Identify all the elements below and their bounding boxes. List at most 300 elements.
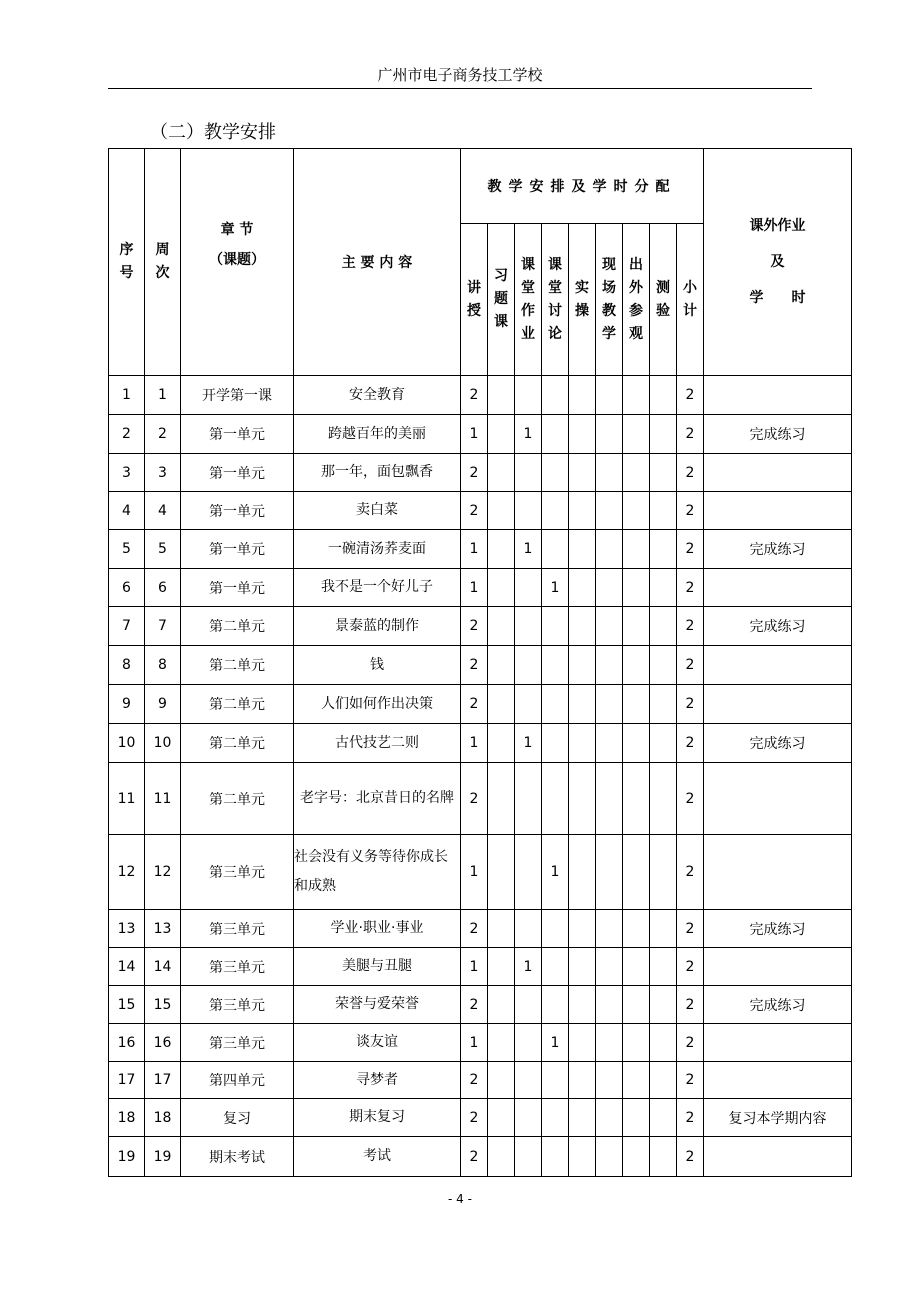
cell-content [294, 1062, 461, 1099]
content-text: 期末复习 [349, 1109, 405, 1125]
header-content: 主 要 内 容 [294, 149, 461, 376]
cell-subtotal: 2 [677, 646, 704, 685]
cell-visit [623, 1062, 650, 1099]
cell-exercise [488, 1062, 515, 1099]
content-text: 考试 [363, 1148, 391, 1164]
cell-classwork: 1 [515, 530, 542, 569]
cell-content [294, 415, 461, 454]
content-text: 古代技艺二则 [335, 734, 419, 751]
cell-lecture: 1 [461, 1024, 488, 1062]
cell-content [294, 986, 461, 1024]
content-text: 荣誉与爱荣誉 [335, 996, 419, 1012]
cell-week: 11 [145, 763, 181, 835]
cell-test [650, 492, 677, 530]
cell-seq: 14 [109, 948, 145, 986]
cell-test [650, 1062, 677, 1099]
header-subtotal: 小计 [677, 224, 704, 376]
content-text: 我不是一个好儿子 [321, 579, 433, 595]
cell-week: 16 [145, 1024, 181, 1062]
cell-field [596, 685, 623, 724]
cell-practice [569, 569, 596, 607]
cell-practice [569, 763, 596, 835]
cell-seq: 1 [109, 376, 145, 415]
cell-chapter: 第一单元 [181, 569, 294, 607]
content-text: 一碗清汤荞麦面 [328, 540, 426, 557]
cell-test [650, 1137, 677, 1177]
cell-lecture: 1 [461, 415, 488, 454]
cell-practice [569, 415, 596, 454]
table-row [109, 454, 852, 492]
cell-discussion [542, 910, 569, 948]
cell-practice [569, 607, 596, 646]
cell-subtotal: 2 [677, 986, 704, 1024]
content-text: 安全教育 [349, 386, 405, 403]
cell-subtotal: 2 [677, 685, 704, 724]
cell-seq: 4 [109, 492, 145, 530]
cell-field [596, 415, 623, 454]
table-row [109, 607, 852, 646]
header-rule [108, 88, 812, 89]
cell-seq: 13 [109, 910, 145, 948]
cell-field [596, 454, 623, 492]
cell-field [596, 607, 623, 646]
cell-week: 13 [145, 910, 181, 948]
section-title: （二）教学安排 [150, 122, 276, 143]
cell-content [294, 724, 461, 763]
cell-visit [623, 724, 650, 763]
cell-test [650, 454, 677, 492]
cell-classwork [515, 454, 542, 492]
cell-seq: 3 [109, 454, 145, 492]
cell-homework: 完成练习 [704, 724, 852, 763]
cell-discussion [542, 646, 569, 685]
cell-practice [569, 724, 596, 763]
page-number: - 4 - [448, 1192, 472, 1206]
cell-practice [569, 910, 596, 948]
cell-classwork [515, 646, 542, 685]
cell-lecture: 1 [461, 530, 488, 569]
cell-test [650, 763, 677, 835]
cell-chapter: 第二单元 [181, 607, 294, 646]
table-row [109, 1099, 852, 1137]
cell-content [294, 1137, 461, 1177]
table-row [109, 492, 852, 530]
cell-field [596, 376, 623, 415]
cell-chapter: 第四单元 [181, 1062, 294, 1099]
cell-content [294, 530, 461, 569]
cell-exercise [488, 724, 515, 763]
cell-week: 2 [145, 415, 181, 454]
content-text: 跨越百年的美丽 [328, 425, 426, 442]
content-text: 人们如何作出决策 [321, 695, 433, 712]
cell-field [596, 1062, 623, 1099]
cell-homework: 完成练习 [704, 607, 852, 646]
cell-lecture: 2 [461, 986, 488, 1024]
cell-content [294, 685, 461, 724]
header-homework: 课外作业 及 学 时 [704, 149, 852, 376]
cell-lecture: 2 [461, 492, 488, 530]
table-row [109, 986, 852, 1024]
cell-practice [569, 1062, 596, 1099]
cell-chapter: 第三单元 [181, 948, 294, 986]
cell-visit [623, 1137, 650, 1177]
cell-visit [623, 1099, 650, 1137]
cell-test [650, 415, 677, 454]
table-row [109, 763, 852, 835]
cell-subtotal: 2 [677, 530, 704, 569]
cell-lecture: 2 [461, 454, 488, 492]
cell-seq: 15 [109, 986, 145, 1024]
table-row [109, 569, 852, 607]
cell-week: 18 [145, 1099, 181, 1137]
cell-practice [569, 835, 596, 910]
cell-test [650, 910, 677, 948]
cell-field [596, 724, 623, 763]
cell-lecture: 2 [461, 1137, 488, 1177]
cell-subtotal: 2 [677, 948, 704, 986]
cell-content [294, 607, 461, 646]
cell-discussion: 1 [542, 835, 569, 910]
cell-lecture: 2 [461, 376, 488, 415]
table-row [109, 530, 852, 569]
cell-subtotal: 2 [677, 835, 704, 910]
cell-homework [704, 454, 852, 492]
cell-content [294, 569, 461, 607]
content-text: 老字号：北京昔日的名牌 [300, 790, 454, 806]
table-row [109, 910, 852, 948]
cell-visit [623, 492, 650, 530]
cell-seq: 17 [109, 1062, 145, 1099]
cell-discussion [542, 607, 569, 646]
cell-chapter: 期末考试 [181, 1137, 294, 1177]
cell-classwork [515, 1137, 542, 1177]
cell-seq: 2 [109, 415, 145, 454]
cell-homework [704, 569, 852, 607]
cell-content [294, 454, 461, 492]
cell-lecture: 2 [461, 607, 488, 646]
schedule-body [109, 376, 852, 1177]
cell-subtotal: 2 [677, 454, 704, 492]
cell-subtotal: 2 [677, 607, 704, 646]
cell-test [650, 948, 677, 986]
cell-exercise [488, 910, 515, 948]
cell-content [294, 646, 461, 685]
content-text: 学业·职业·事业 [330, 920, 424, 936]
cell-field [596, 1137, 623, 1177]
header-classwork: 课堂作业 [515, 224, 542, 376]
cell-seq: 18 [109, 1099, 145, 1137]
cell-exercise [488, 530, 515, 569]
header-test: 测验 [650, 224, 677, 376]
header-visit: 出外参观 [623, 224, 650, 376]
cell-week: 7 [145, 607, 181, 646]
cell-week: 14 [145, 948, 181, 986]
cell-homework [704, 1024, 852, 1062]
cell-classwork [515, 763, 542, 835]
cell-content [294, 1099, 461, 1137]
content-text: 景泰蓝的制作 [335, 617, 419, 634]
cell-discussion [542, 376, 569, 415]
cell-content [294, 1024, 461, 1062]
cell-visit [623, 763, 650, 835]
content-text: 谈友谊 [356, 1034, 398, 1050]
cell-discussion: 1 [542, 1024, 569, 1062]
cell-exercise [488, 415, 515, 454]
cell-test [650, 685, 677, 724]
cell-test [650, 835, 677, 910]
cell-test [650, 1099, 677, 1137]
cell-homework [704, 948, 852, 986]
cell-field [596, 492, 623, 530]
cell-lecture: 2 [461, 763, 488, 835]
cell-visit [623, 910, 650, 948]
cell-field [596, 835, 623, 910]
cell-week: 3 [145, 454, 181, 492]
table-row [109, 1062, 852, 1099]
cell-test [650, 646, 677, 685]
cell-chapter: 第三单元 [181, 835, 294, 910]
cell-chapter: 第一单元 [181, 530, 294, 569]
cell-exercise [488, 986, 515, 1024]
cell-discussion [542, 1137, 569, 1177]
table-row [109, 835, 852, 910]
header-field: 现场教学 [596, 224, 623, 376]
cell-content [294, 376, 461, 415]
header-exercise: 习题课 [488, 224, 515, 376]
content-text: 卖白菜 [356, 502, 398, 518]
cell-content [294, 910, 461, 948]
cell-homework [704, 1137, 852, 1177]
document-header: 广州市电子商务技工学校 [377, 66, 543, 84]
cell-week: 10 [145, 724, 181, 763]
cell-discussion [542, 1099, 569, 1137]
cell-chapter: 第一单元 [181, 492, 294, 530]
cell-lecture: 2 [461, 646, 488, 685]
cell-classwork [515, 910, 542, 948]
cell-week: 15 [145, 986, 181, 1024]
cell-chapter: 第二单元 [181, 763, 294, 835]
cell-week: 8 [145, 646, 181, 685]
cell-week: 1 [145, 376, 181, 415]
cell-lecture: 2 [461, 685, 488, 724]
table-row [109, 415, 852, 454]
cell-homework: 完成练习 [704, 415, 852, 454]
cell-test [650, 569, 677, 607]
cell-field [596, 530, 623, 569]
cell-seq: 8 [109, 646, 145, 685]
cell-week: 9 [145, 685, 181, 724]
cell-homework [704, 646, 852, 685]
cell-exercise [488, 569, 515, 607]
cell-field [596, 763, 623, 835]
cell-homework [704, 376, 852, 415]
content-text: 钱 [370, 656, 384, 673]
cell-seq: 10 [109, 724, 145, 763]
cell-week: 5 [145, 530, 181, 569]
cell-field [596, 1099, 623, 1137]
cell-homework [704, 492, 852, 530]
cell-field [596, 910, 623, 948]
cell-classwork [515, 1062, 542, 1099]
cell-visit [623, 986, 650, 1024]
cell-exercise [488, 1099, 515, 1137]
cell-practice [569, 1137, 596, 1177]
cell-seq: 5 [109, 530, 145, 569]
cell-subtotal: 2 [677, 724, 704, 763]
cell-practice [569, 492, 596, 530]
cell-chapter: 第三单元 [181, 986, 294, 1024]
cell-lecture: 1 [461, 835, 488, 910]
cell-discussion [542, 415, 569, 454]
cell-classwork [515, 607, 542, 646]
cell-practice [569, 986, 596, 1024]
cell-practice [569, 685, 596, 724]
table-row [109, 724, 852, 763]
cell-classwork: 1 [515, 948, 542, 986]
cell-subtotal: 2 [677, 569, 704, 607]
cell-field [596, 1024, 623, 1062]
cell-content [294, 948, 461, 986]
cell-discussion [542, 948, 569, 986]
header-chapter: 章 节 （课题） [181, 149, 294, 376]
cell-test [650, 1024, 677, 1062]
cell-visit [623, 569, 650, 607]
cell-classwork [515, 835, 542, 910]
cell-subtotal: 2 [677, 1099, 704, 1137]
cell-classwork [515, 1024, 542, 1062]
table-row [109, 1137, 852, 1177]
cell-homework: 完成练习 [704, 910, 852, 948]
cell-classwork [515, 1099, 542, 1137]
cell-subtotal: 2 [677, 1062, 704, 1099]
cell-subtotal: 2 [677, 376, 704, 415]
cell-exercise [488, 763, 515, 835]
cell-homework [704, 685, 852, 724]
header-seq: 序号 [109, 149, 145, 376]
cell-exercise [488, 685, 515, 724]
cell-lecture: 1 [461, 569, 488, 607]
content-text: 美腿与丑腿 [342, 958, 412, 974]
cell-seq: 16 [109, 1024, 145, 1062]
cell-discussion [542, 454, 569, 492]
cell-seq: 7 [109, 607, 145, 646]
cell-homework [704, 763, 852, 835]
cell-discussion: 1 [542, 569, 569, 607]
cell-chapter: 开学第一课 [181, 376, 294, 415]
cell-visit [623, 607, 650, 646]
cell-week: 19 [145, 1137, 181, 1177]
cell-exercise [488, 376, 515, 415]
cell-subtotal: 2 [677, 910, 704, 948]
cell-classwork [515, 986, 542, 1024]
cell-practice [569, 530, 596, 569]
cell-visit [623, 948, 650, 986]
table-row [109, 646, 852, 685]
cell-exercise [488, 607, 515, 646]
header-allocation: 教学安排及学时分配 [461, 149, 704, 224]
cell-chapter: 第二单元 [181, 685, 294, 724]
cell-exercise [488, 1024, 515, 1062]
cell-classwork [515, 492, 542, 530]
cell-subtotal: 2 [677, 415, 704, 454]
cell-field [596, 948, 623, 986]
header-discussion: 课堂讨论 [542, 224, 569, 376]
cell-classwork [515, 376, 542, 415]
content-text: 那一年，面包飘香 [321, 464, 433, 480]
cell-week: 12 [145, 835, 181, 910]
cell-chapter: 第二单元 [181, 646, 294, 685]
cell-test [650, 376, 677, 415]
cell-visit [623, 1024, 650, 1062]
cell-field [596, 569, 623, 607]
content-text: 社会没有义务等待你成长和成熟 [294, 849, 448, 894]
cell-seq: 12 [109, 835, 145, 910]
cell-subtotal: 2 [677, 1024, 704, 1062]
cell-seq: 11 [109, 763, 145, 835]
cell-exercise [488, 948, 515, 986]
cell-discussion [542, 1062, 569, 1099]
cell-lecture: 2 [461, 1099, 488, 1137]
content-text: 寻梦者 [356, 1071, 398, 1088]
cell-classwork [515, 569, 542, 607]
cell-content [294, 835, 461, 910]
cell-practice [569, 948, 596, 986]
cell-classwork [515, 685, 542, 724]
cell-lecture: 2 [461, 1062, 488, 1099]
cell-discussion [542, 986, 569, 1024]
table-row [109, 948, 852, 986]
cell-chapter: 第三单元 [181, 1024, 294, 1062]
cell-content [294, 492, 461, 530]
cell-lecture: 1 [461, 948, 488, 986]
cell-test [650, 724, 677, 763]
cell-visit [623, 376, 650, 415]
cell-visit [623, 646, 650, 685]
cell-homework [704, 835, 852, 910]
cell-chapter: 第三单元 [181, 910, 294, 948]
cell-exercise [488, 1137, 515, 1177]
table-row [109, 376, 852, 415]
cell-visit [623, 530, 650, 569]
cell-week: 17 [145, 1062, 181, 1099]
schedule-table [108, 148, 852, 1177]
cell-subtotal: 2 [677, 1137, 704, 1177]
cell-field [596, 986, 623, 1024]
cell-content [294, 763, 461, 835]
cell-practice [569, 1024, 596, 1062]
cell-exercise [488, 835, 515, 910]
cell-discussion [542, 685, 569, 724]
cell-homework: 完成练习 [704, 530, 852, 569]
cell-week: 6 [145, 569, 181, 607]
cell-homework: 完成练习 [704, 986, 852, 1024]
cell-practice [569, 454, 596, 492]
cell-visit [623, 454, 650, 492]
cell-subtotal: 2 [677, 763, 704, 835]
cell-test [650, 607, 677, 646]
cell-visit [623, 685, 650, 724]
cell-lecture: 2 [461, 910, 488, 948]
cell-visit [623, 415, 650, 454]
cell-exercise [488, 492, 515, 530]
cell-chapter: 第一单元 [181, 415, 294, 454]
cell-seq: 6 [109, 569, 145, 607]
header-week: 周次 [145, 149, 181, 376]
cell-homework: 复习本学期内容 [704, 1099, 852, 1137]
cell-practice [569, 646, 596, 685]
cell-chapter: 第二单元 [181, 724, 294, 763]
cell-chapter: 复习 [181, 1099, 294, 1137]
